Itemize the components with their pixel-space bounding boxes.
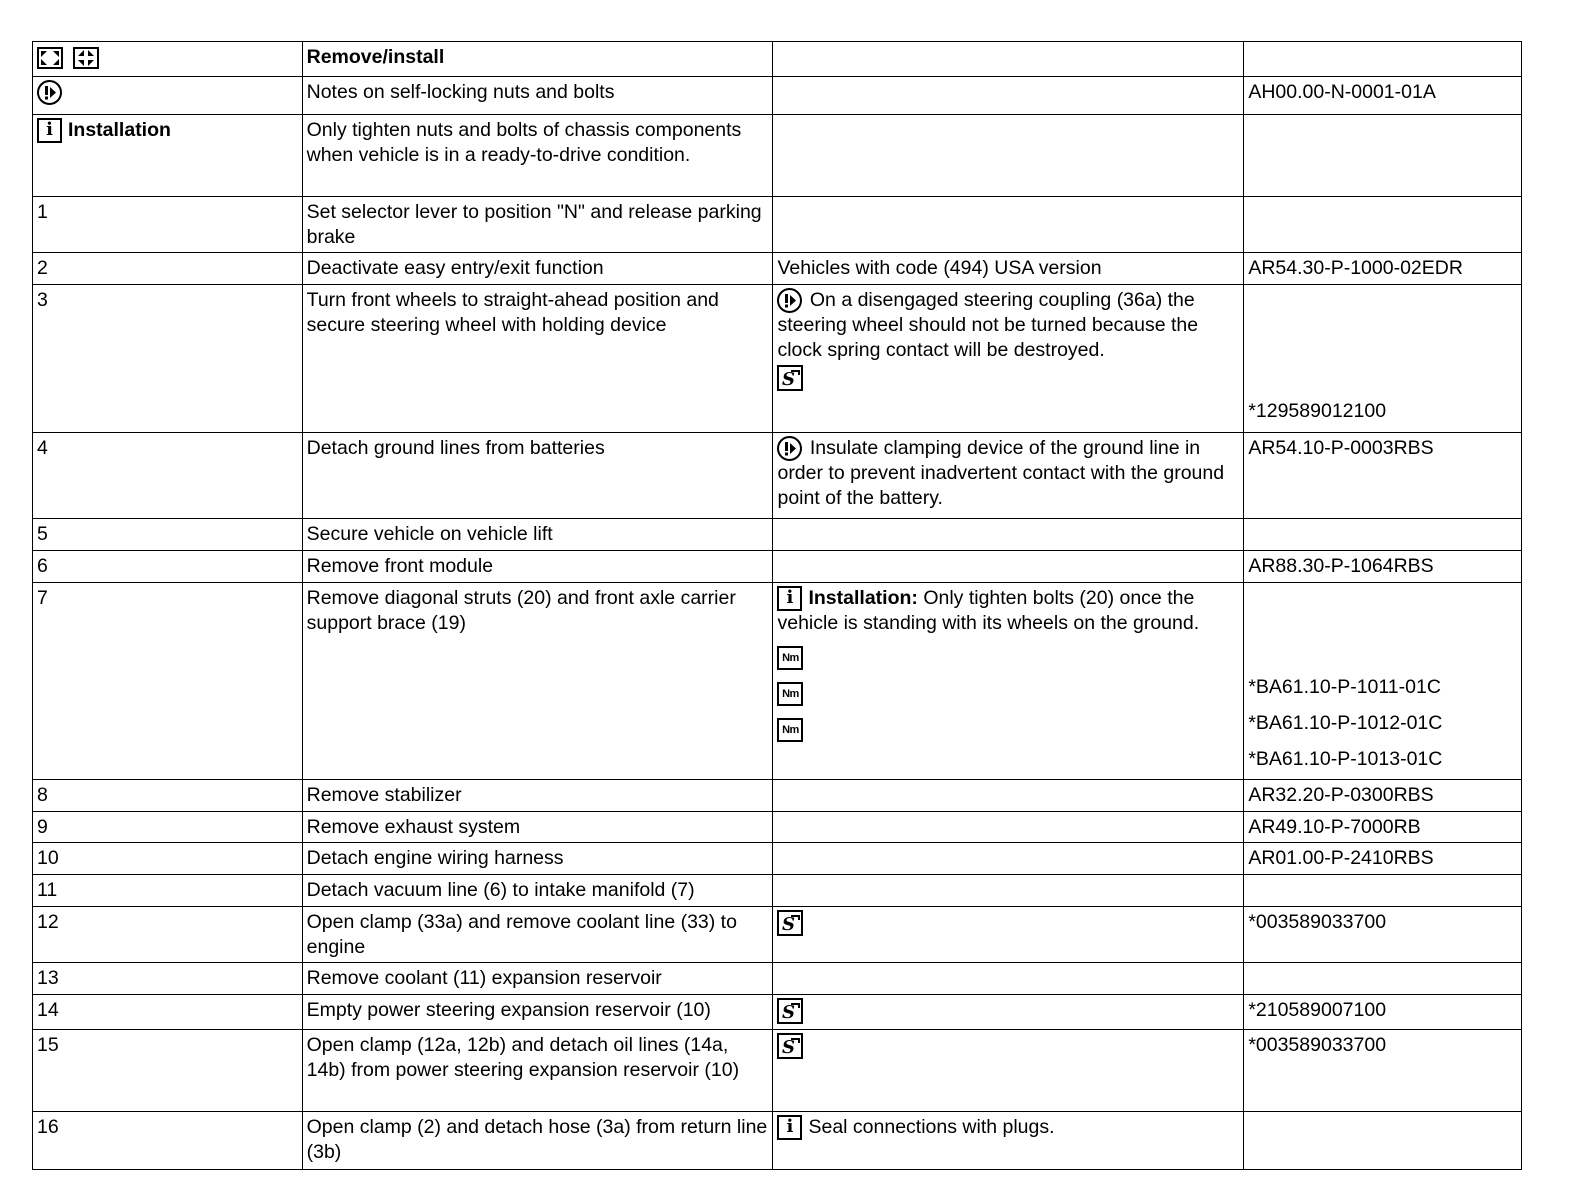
action-cell: Remove exhaust system [302,812,773,843]
action-cell: Turn front wheels to straight-ahead position and secure steering wheel with holding device [302,285,773,433]
torque-icon[interactable]: Nm [777,646,803,670]
installation-label: Installation: [808,587,918,609]
action-cell: Open clamp (12a, 12b) and detach oil lines (14a, 14b) from power steering expansion reservoir (10) [302,1030,773,1112]
table-row [33,115,1522,197]
step-number: 7 [33,583,303,780]
special-tool-icon[interactable] [777,998,803,1024]
svg-text:S: S [782,369,796,390]
reference-cell [1244,875,1522,907]
info-cell [773,285,1244,433]
warning-icon [777,436,802,461]
torque-icon[interactable]: Nm [777,718,803,742]
warning-icon [37,80,62,105]
table-row [33,780,1522,812]
info-cell [773,77,1244,115]
step-number: 15 [33,1030,303,1112]
table-row [33,875,1522,907]
warning-text: Insulate clamping device of the ground line in order to prevent inadvertent contact with the ground point of the battery. [777,437,1225,510]
info-text: Seal connections with plugs. [808,1116,1055,1138]
step-number: 13 [33,963,303,995]
info-cell: Vehicles with code (494) USA version [773,253,1244,285]
table-row [33,77,1522,115]
header-title: Remove/install [302,42,773,77]
table-row [33,583,1522,780]
info-cell [773,1112,1244,1170]
reference-link[interactable]: AH00.00-N-0001-01A [1244,77,1522,115]
action-cell: Set selector lever to position "N" and release parking brake [302,197,773,253]
step-number: 5 [33,519,303,551]
header-icons-cell [33,42,303,77]
header-empty-cell [1244,42,1522,77]
header-empty-cell [773,42,1244,77]
action-cell: Empty power steering expansion reservoir (10) [302,995,773,1030]
table-row [33,519,1522,551]
action-cell: Remove stabilizer [302,780,773,812]
info-icon: i [777,586,802,611]
reference-link[interactable]: AR88.30-P-1064RBS [1244,551,1522,583]
reference-link[interactable]: AR54.10-P-0003RBS [1244,433,1522,519]
step-number: 3 [33,285,303,433]
reference-cell [1244,1112,1522,1170]
info-cell [773,963,1244,995]
info-icon: i [777,1115,802,1140]
table-row [33,551,1522,583]
action-cell: Only tighten nuts and bolts of chassis components when vehicle is in a ready-to-drive condition. [302,115,773,197]
expand-icon[interactable] [37,47,63,69]
info-cell [773,812,1244,843]
warning-text: On a disengaged steering coupling (36a) the steering wheel should not be turned because the clock spring contact will be destroyed. [777,289,1199,362]
action-cell: Remove front module [302,551,773,583]
collapse-icon[interactable] [73,47,99,69]
reference-cell [1244,197,1522,253]
torque-icon[interactable]: Nm [777,682,803,706]
tool-part-number[interactable]: *129589012100 [1248,400,1387,422]
reference-cell [1244,963,1522,995]
info-cell [773,433,1244,519]
info-cell [773,115,1244,197]
table-row [33,995,1522,1030]
special-tool-icon[interactable] [777,1033,803,1059]
procedure-table [32,41,1522,1170]
table-row [33,963,1522,995]
action-cell: Remove diagonal struts (20) and front axle carrier support brace (19) [302,583,773,780]
special-tool-icon[interactable] [777,910,803,936]
step-number: 9 [33,812,303,843]
tool-part-number[interactable]: *003589033700 [1244,907,1522,963]
installation-note: Only tighten bolts (20) once the vehicle is standing with its wheels on the ground. [777,587,1200,635]
tool-part-number[interactable]: *210589007100 [1244,995,1522,1030]
step-number: 4 [33,433,303,519]
action-cell: Detach vacuum line (6) to intake manifold (7) [302,875,773,907]
action-cell: Deactivate easy entry/exit function [302,253,773,285]
step-number: 14 [33,995,303,1030]
special-tool-icon[interactable] [777,365,803,391]
step-number: 11 [33,875,303,907]
info-cell [773,583,1244,780]
reference-cell [1244,519,1522,551]
step-number: 8 [33,780,303,812]
table-row [33,812,1522,843]
tool-part-number[interactable]: *003589033700 [1244,1030,1522,1112]
svg-text:S: S [782,914,796,934]
action-cell: Open clamp (33a) and remove coolant line (33) to engine [302,907,773,963]
table-row [33,433,1522,519]
table-row [33,843,1522,875]
action-cell: Open clamp (2) and detach hose (3a) from return line (3b) [302,1112,773,1170]
svg-text:S: S [782,1002,796,1022]
warning-icon [777,288,802,313]
info-cell [773,907,1244,963]
svg-text:S: S [782,1037,796,1057]
action-cell: Notes on self-locking nuts and bolts [302,77,773,115]
table-row [33,253,1522,285]
info-cell [773,780,1244,812]
step-cell [33,77,303,115]
torque-reference-link[interactable]: *BA61.10-P-1012-01C [1248,711,1443,734]
step-cell [33,115,303,197]
action-cell: Detach ground lines from batteries [302,433,773,519]
table-row [33,1112,1522,1170]
info-icon: i [37,118,62,143]
table-row [33,1030,1522,1112]
reference-link[interactable]: AR54.30-P-1000-02EDR [1244,253,1522,285]
step-number: 2 [33,253,303,285]
action-cell: Detach engine wiring harness [302,843,773,875]
installation-label: Installation [68,119,171,141]
table-row [33,907,1522,963]
info-cell [773,843,1244,875]
reference-cell [1244,115,1522,197]
step-number: 12 [33,907,303,963]
step-number: 16 [33,1112,303,1170]
info-cell [773,875,1244,907]
torque-reference-link[interactable]: *BA61.10-P-1011-01C [1248,675,1441,698]
info-cell [773,197,1244,253]
reference-cell [1244,583,1522,780]
table-row [33,285,1522,433]
step-number: 10 [33,843,303,875]
step-number: 6 [33,551,303,583]
info-cell [773,1030,1244,1112]
info-cell [773,995,1244,1030]
table-row [33,197,1522,253]
reference-link[interactable]: AR49.10-P-7000RB [1244,812,1522,843]
torque-reference-link[interactable]: *BA61.10-P-1013-01C [1248,747,1443,770]
info-cell [773,551,1244,583]
reference-cell [1244,285,1522,433]
action-cell: Remove coolant (11) expansion reservoir [302,963,773,995]
reference-link[interactable]: AR32.20-P-0300RBS [1244,780,1522,812]
step-number: 1 [33,197,303,253]
reference-link[interactable]: AR01.00-P-2410RBS [1244,843,1522,875]
info-cell [773,519,1244,551]
action-cell: Secure vehicle on vehicle lift [302,519,773,551]
table-header-row [33,42,1522,77]
